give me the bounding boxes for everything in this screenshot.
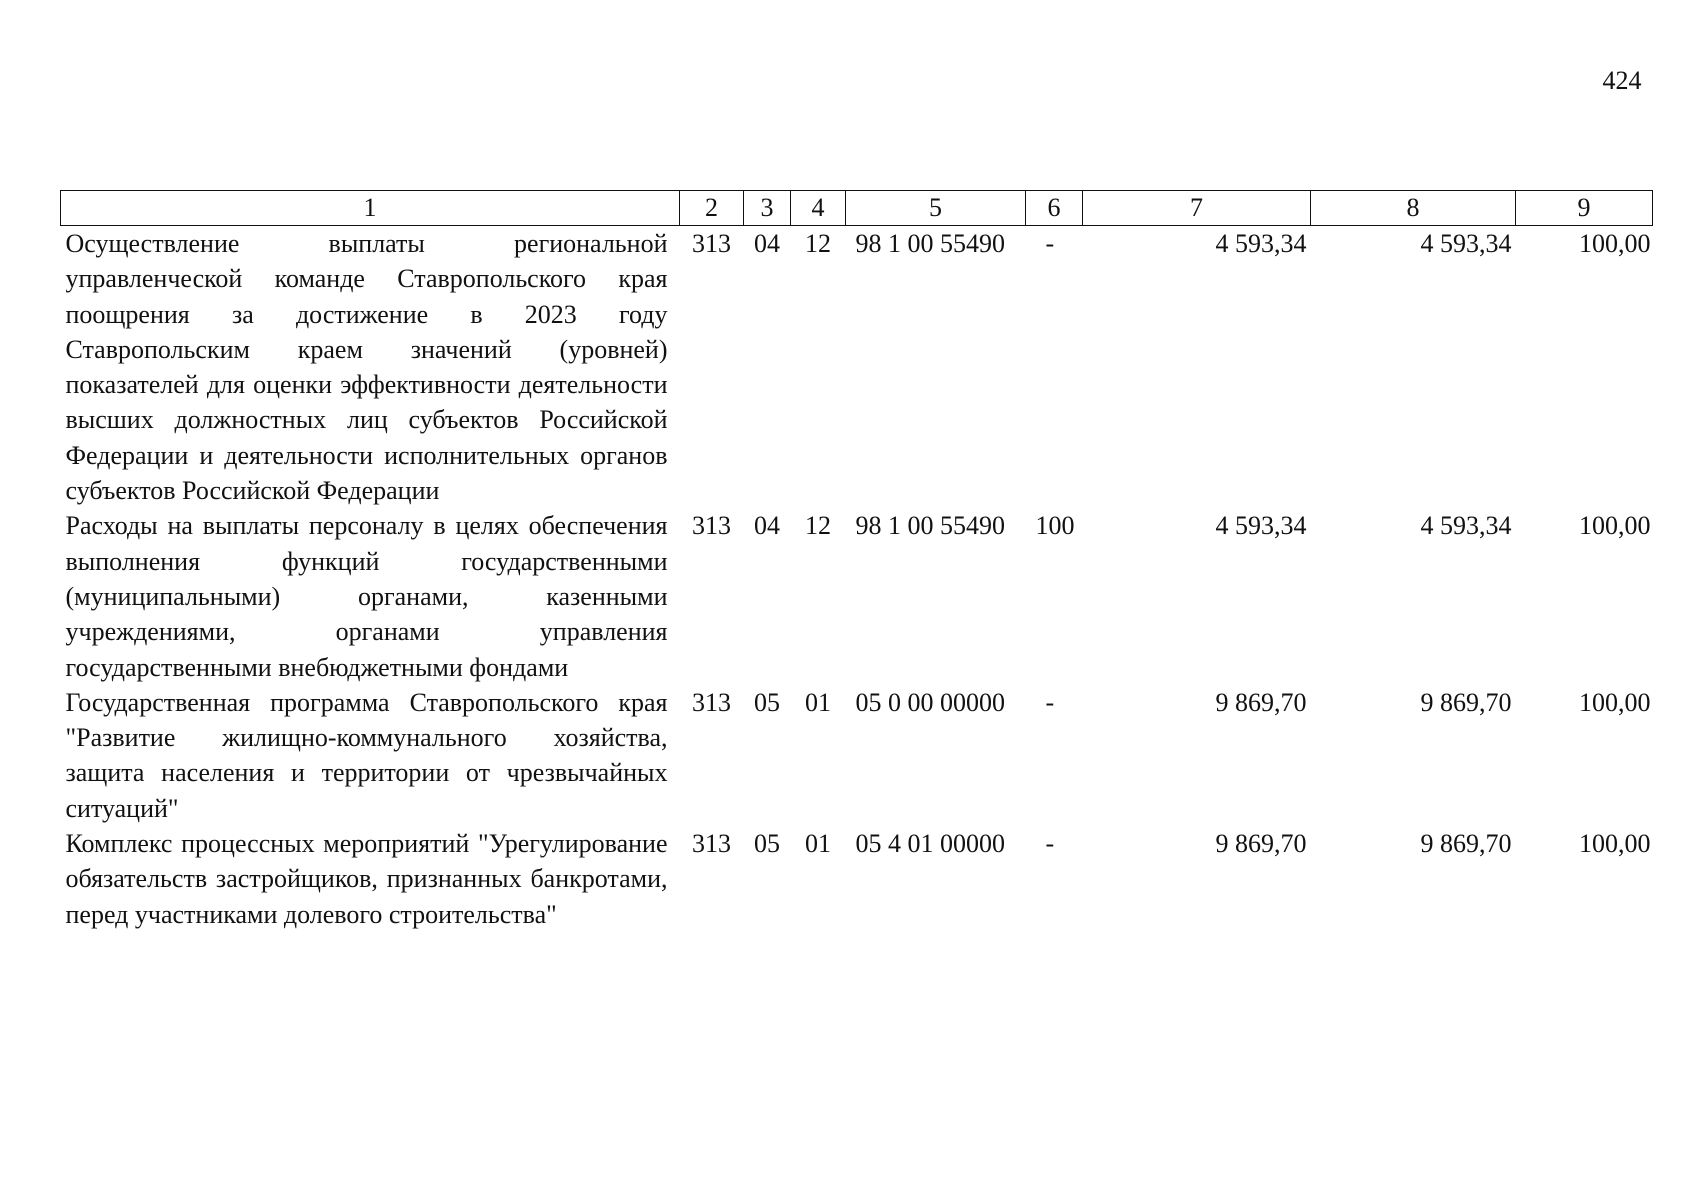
target-article-cell: 98 1 00 55490	[855, 229, 1005, 258]
expense-type-cell: -	[1045, 829, 1055, 859]
ministry-code-cell: 313	[692, 687, 731, 717]
expense-type-cell: -	[1045, 687, 1055, 717]
table-header	[61, 191, 1653, 226]
section-code-cell: 05	[754, 687, 780, 717]
budget-execution-table	[60, 190, 1653, 932]
column-header-9: 9	[1516, 191, 1653, 226]
table-body	[61, 226, 1653, 932]
expense-name-cell: Осуществление выплаты региональной управленческой команде Ставропольского края поощрения за достижение в 2023 году Ставропольским краем значений (уровней) показателей для оценки эффективности деятельности высших должностных лиц субъектов Российской Федерации и деятельности исполнительных органов субъектов Российской Федерации	[65, 229, 668, 506]
planned-amount-cell: 9 869,70	[1215, 829, 1307, 859]
table-row	[61, 826, 1653, 932]
table-row	[61, 508, 1653, 684]
planned-amount-cell: 4 593,34	[1215, 511, 1307, 541]
target-article-cell: 05 4 01 00000	[855, 829, 1005, 859]
ministry-code-cell: 313	[692, 511, 731, 541]
column-header-1: 1	[61, 191, 680, 226]
column-header-7: 7	[1083, 191, 1311, 226]
ministry-code-cell: 313	[692, 229, 731, 258]
expense-type-cell: -	[1045, 229, 1055, 258]
section-code-cell: 04	[754, 229, 780, 258]
column-number-row	[61, 191, 1653, 226]
execution-percent-cell: 100,00	[1579, 829, 1651, 859]
table-row	[61, 226, 1653, 509]
subsection-code-cell: 01	[805, 829, 831, 859]
target-article-cell: 05 0 00 00000	[855, 687, 1005, 717]
executed-amount-cell: 9 869,70	[1420, 829, 1512, 859]
executed-amount-cell: 4 593,34	[1420, 511, 1512, 541]
ministry-code-cell: 313	[692, 829, 731, 859]
executed-amount-cell: 9 869,70	[1420, 687, 1512, 717]
column-header-2: 2	[680, 191, 744, 226]
execution-percent-cell: 100,00	[1579, 511, 1651, 541]
subsection-code-cell: 12	[805, 229, 831, 258]
target-article-cell: 98 1 00 55490	[855, 511, 1005, 541]
subsection-code-cell: 01	[805, 687, 831, 717]
section-code-cell: 04	[754, 511, 780, 541]
column-header-3: 3	[744, 191, 791, 226]
execution-percent-cell: 100,00	[1579, 229, 1651, 258]
execution-percent-cell: 100,00	[1579, 687, 1651, 717]
column-header-8: 8	[1311, 191, 1516, 226]
column-header-5: 5	[846, 191, 1026, 226]
column-header-6: 6	[1026, 191, 1083, 226]
planned-amount-cell: 4 593,34	[1215, 229, 1307, 258]
page-number: 424	[1602, 66, 1642, 95]
column-header-4: 4	[791, 191, 846, 226]
planned-amount-cell: 9 869,70	[1215, 687, 1307, 717]
expense-name-cell: Расходы на выплаты персоналу в целях обеспечения выполнения функций государственными (муниципальными) органами, казенными учреждениями, органами управления государственными внебюджетными фондами	[65, 511, 668, 682]
section-code-cell: 05	[754, 829, 780, 859]
executed-amount-cell: 4 593,34	[1420, 229, 1512, 258]
subsection-code-cell: 12	[805, 511, 831, 541]
expense-name-cell: Комплекс процессных мероприятий "Урегулирование обязательств застройщиков, признанных банкротами, перед участниками долевого строительства"	[65, 829, 668, 929]
expense-type-cell: 100	[1035, 511, 1075, 541]
table-row	[61, 685, 1653, 826]
expense-name-cell: Государственная программа Ставропольского края "Развитие жилищно-коммунального хозяйства, защита населения и территории от чрезвычайных ситуаций"	[65, 687, 668, 823]
